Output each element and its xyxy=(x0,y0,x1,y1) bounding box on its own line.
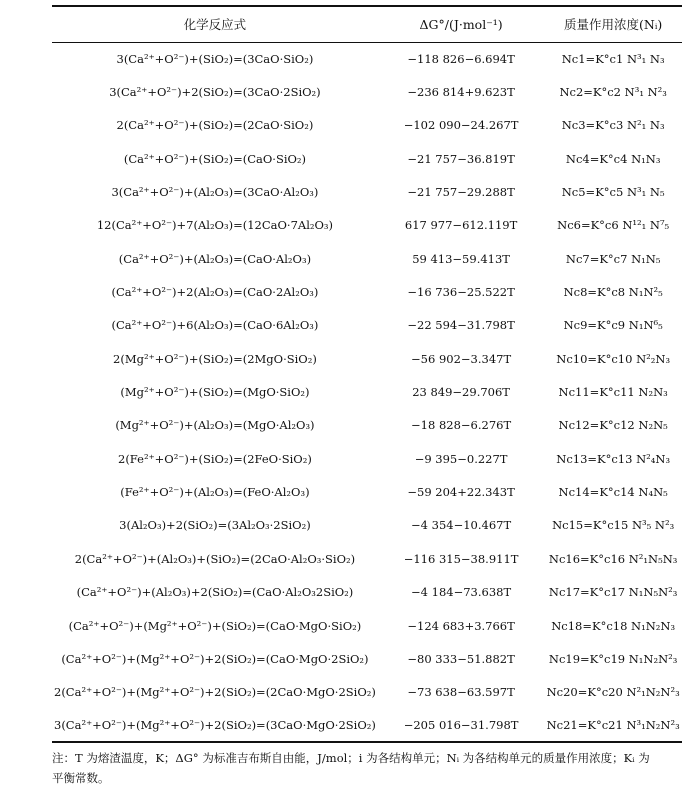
concentration-cell: Nc5=K°c5 N³₁ N₅ xyxy=(561,185,665,200)
reaction-cell: 2(Mg²⁺+O²⁻)+(SiO₂)=(2MgO·SiO₂) xyxy=(113,351,317,366)
concentration-cell: Nc7=K°c7 N₁N₅ xyxy=(565,251,661,266)
reaction-cell: (Ca²⁺+O²⁻)+(SiO₂)=(CaO·SiO₂) xyxy=(123,151,307,166)
delta-g-cell: −102 090−24.267T xyxy=(403,118,519,133)
concentration-cell: Nc2=K°c2 N³₁ N²₃ xyxy=(559,85,667,100)
concentration-cell: Nc10=K°c10 N²₂N₃ xyxy=(556,351,671,366)
concentration-cell: Nc15=K°c15 N³₅ N²₃ xyxy=(552,518,675,533)
reaction-cell: (Ca²⁺+O²⁻)+(Mg²⁺+O²⁻)+2(SiO₂)=(CaO·MgO·2SiO₂) xyxy=(61,651,369,666)
delta-g-cell: −18 828−6.276T xyxy=(411,418,512,433)
table-row xyxy=(52,175,682,208)
reaction-cell: 2(Ca²⁺+O²⁻)+(Al₂O₃)+(SiO₂)=(2CaO·Al₂O₃·SiO₂) xyxy=(74,551,356,566)
concentration-cell: Nc4=K°c4 N₁N₃ xyxy=(565,151,661,166)
delta-g-cell: 59 413−59.413T xyxy=(412,251,510,266)
delta-g-cell: −56 902−3.347T xyxy=(411,351,512,366)
table-row xyxy=(52,409,682,442)
reaction-cell: 3(Ca²⁺+O²⁻)+(Al₂O₃)=(3CaO·Al₂O₃) xyxy=(111,185,319,200)
reaction-cell: 2(Ca²⁺+O²⁻)+(SiO₂)=(2CaO·SiO₂) xyxy=(116,118,314,133)
reaction-cell: (Ca²⁺+O²⁻)+(Al₂O₃)+2(SiO₂)=(CaO·Al₂O₃2SiO₂) xyxy=(76,585,354,600)
table-note xyxy=(52,748,682,788)
reaction-cell: (Mg²⁺+O²⁻)+(Al₂O₃)=(MgO·Al₂O₃) xyxy=(115,418,315,433)
reaction-cell: 3(Ca²⁺+O²⁻)+(SiO₂)=(3CaO·SiO₂) xyxy=(116,51,314,66)
concentration-cell: Nc21=K°c21 N³₁N₂N²₃ xyxy=(544,709,682,742)
table-row xyxy=(52,609,682,642)
reaction-cell: 2(Fe²⁺+O²⁻)+(SiO₂)=(2FeO·SiO₂) xyxy=(118,451,312,466)
delta-g-cell: 617 977−612.119T xyxy=(404,218,518,233)
table-row xyxy=(52,442,682,475)
note-line-1: 注：T 为熔渣温度，K；ΔG° 为标准吉布斯自由能，J/mol；i 为各结构单元；Nᵢ 为各结构单元的质量作用浓度；Kᵢ 为 xyxy=(52,751,650,765)
table-row xyxy=(52,275,682,308)
concentration-cell: Nc13=K°c13 N²₄N₃ xyxy=(556,451,671,466)
concentration-cell: Nc1=K°c1 N³₁ N₃ xyxy=(561,51,665,66)
concentration-cell: Nc16=K°c16 N²₁N₅N₃ xyxy=(548,551,678,566)
reaction-cell: (Ca²⁺+O²⁻)+2(Al₂O₃)=(CaO·2Al₂O₃) xyxy=(111,285,319,300)
concentration-cell: Nc6=K°c6 N¹²₁ N⁷₅ xyxy=(557,218,670,233)
reaction-table xyxy=(52,5,682,743)
reaction-cell: 12(Ca²⁺+O²⁻)+7(Al₂O₃)=(12CaO·7Al₂O₃) xyxy=(96,218,334,233)
delta-g-cell: −80 333−51.882T xyxy=(407,651,515,666)
delta-g-cell: −9 395−0.227T xyxy=(414,451,508,466)
delta-g-cell: −4 184−73.638T xyxy=(411,585,512,600)
table-row xyxy=(52,509,682,542)
header-row xyxy=(52,6,682,42)
delta-g-cell: −4 354−10.467T xyxy=(411,518,512,533)
concentration-cell: Nc8=K°c8 N₁N²₅ xyxy=(563,285,663,300)
header-reaction: 化学反应式 xyxy=(52,6,378,42)
concentration-cell: Nc3=K°c3 N²₁ N₃ xyxy=(561,118,665,133)
table-row xyxy=(52,375,682,408)
delta-g-cell: −22 594−31.798T xyxy=(407,318,515,333)
table-row xyxy=(52,676,682,709)
concentration-cell: Nc19=K°c19 N₁N₂N²₃ xyxy=(548,651,678,666)
table-body xyxy=(52,42,682,742)
concentration-cell: Nc12=K°c12 N₂N₅ xyxy=(558,418,668,433)
delta-g-cell: −124 683+3.766T xyxy=(407,618,515,633)
reaction-cell: (Fe²⁺+O²⁻)+(Al₂O₃)=(FeO·Al₂O₃) xyxy=(120,485,310,500)
concentration-cell: Nc18=K°c18 N₁N₂N₃ xyxy=(551,618,676,633)
table-row xyxy=(52,75,682,108)
table-header xyxy=(52,6,682,42)
concentration-cell: Nc9=K°c9 N₁N⁶₅ xyxy=(563,318,663,333)
reaction-cell: 3(Ca²⁺+O²⁻)+2(SiO₂)=(3CaO·2SiO₂) xyxy=(109,85,321,100)
table-row xyxy=(52,342,682,375)
table-row xyxy=(52,142,682,175)
delta-g-cell: −205 016−31.798T xyxy=(378,709,544,742)
table-row xyxy=(52,109,682,142)
table-row xyxy=(52,642,682,675)
table-row xyxy=(52,309,682,342)
delta-g-cell: −59 204+22.343T xyxy=(407,485,515,500)
table-row xyxy=(52,209,682,242)
delta-g-cell: −118 826−6.694T xyxy=(407,51,515,66)
delta-g-cell: −21 757−29.288T xyxy=(407,185,515,200)
table-row xyxy=(52,42,682,75)
table-row xyxy=(52,242,682,275)
reaction-cell: (Ca²⁺+O²⁻)+6(Al₂O₃)=(CaO·6Al₂O₃) xyxy=(111,318,319,333)
concentration-cell: Nc14=K°c14 N₄N₅ xyxy=(558,485,668,500)
header-concentration: 质量作用浓度(Nᵢ) xyxy=(544,6,682,42)
concentration-cell: Nc17=K°c17 N₁N₅N²₃ xyxy=(548,585,678,600)
delta-g-cell: −16 736−25.522T xyxy=(407,285,515,300)
reaction-cell: 3(Al₂O₃)+2(SiO₂)=(3Al₂O₃·2SiO₂) xyxy=(119,518,311,533)
reaction-cell: (Ca²⁺+O²⁻)+(Al₂O₃)=(CaO·Al₂O₃) xyxy=(118,251,312,266)
concentration-cell: Nc20=K°c20 N²₁N₂N²₃ xyxy=(546,685,680,700)
reaction-cell: 3(Ca²⁺+O²⁻)+(Mg²⁺+O²⁻)+2(SiO₂)=(3CaO·MgO·2SiO₂) xyxy=(52,709,378,742)
header-delta-g: ΔG°/(J·mol⁻¹) xyxy=(378,6,544,42)
reaction-cell: 2(Ca²⁺+O²⁻)+(Mg²⁺+O²⁻)+2(SiO₂)=(2CaO·MgO·2SiO₂) xyxy=(54,685,376,700)
delta-g-cell: 23 849−29.706T xyxy=(412,385,510,400)
note-line-2: 平衡常数。 xyxy=(52,771,110,785)
delta-g-cell: −21 757−36.819T xyxy=(407,151,515,166)
reaction-cell: (Mg²⁺+O²⁻)+(SiO₂)=(MgO·SiO₂) xyxy=(120,385,310,400)
delta-g-cell: −116 315−38.911T xyxy=(403,551,519,566)
concentration-cell: Nc11=K°c11 N₂N₃ xyxy=(558,385,668,400)
table-row xyxy=(52,576,682,609)
table-row xyxy=(52,542,682,575)
table-row xyxy=(52,709,682,742)
table-row xyxy=(52,475,682,508)
reaction-cell: (Ca²⁺+O²⁻)+(Mg²⁺+O²⁻)+(SiO₂)=(CaO·MgO·SiO₂) xyxy=(68,618,362,633)
delta-g-cell: −236 814+9.623T xyxy=(407,85,515,100)
delta-g-cell: −73 638−63.597T xyxy=(407,685,515,700)
